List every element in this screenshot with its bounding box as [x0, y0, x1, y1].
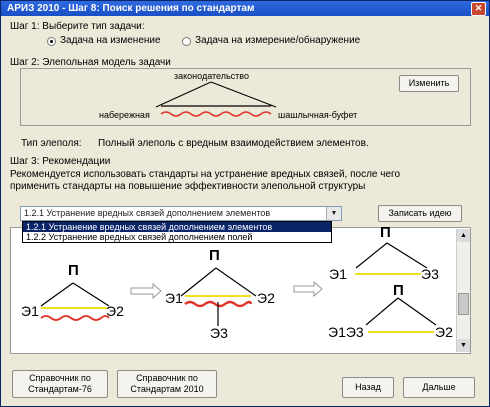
- e3-label-3: Э3: [421, 266, 439, 282]
- title-bar: [1, 1, 489, 16]
- scroll-down-icon[interactable]: ▼: [457, 339, 470, 352]
- standard-dropdown-list: [22, 221, 332, 243]
- elepole-model-panel: [20, 68, 471, 126]
- e2-label-2: Э2: [257, 290, 275, 306]
- e3-label-2: Э3: [210, 325, 228, 341]
- step3-label: Шаг 3: Рекомендации: [10, 156, 111, 167]
- reference-76-line1: Справочник по: [29, 373, 91, 383]
- top-element-label: законодательство: [174, 71, 249, 81]
- e1-label-3: Э1: [329, 266, 347, 282]
- option-change-label[interactable]: Задача на изменение: [60, 35, 161, 46]
- field-label-3: П: [380, 224, 391, 241]
- field-label-4: П: [393, 282, 404, 299]
- right-element-label: шашлычная-буфет: [278, 110, 358, 120]
- field-label-2: П: [209, 247, 220, 264]
- reference-76-line2: Стандартам-76: [28, 384, 92, 394]
- recommendation-line1: Рекомендуется использовать стандарты на устранение вредных связей, после чего: [10, 169, 401, 180]
- radio-measure-task[interactable]: [182, 37, 191, 46]
- e1e3-label-4: Э1Э3: [328, 324, 364, 340]
- next-button[interactable]: Дальше: [403, 377, 475, 398]
- record-idea-button[interactable]: Записать идею: [378, 205, 462, 222]
- e1-label-2: Э1: [165, 290, 183, 306]
- e2-label-4: Э2: [435, 324, 453, 340]
- elepole-type-value: Полный элеполь с вредным взаимодействием элементов.: [98, 138, 369, 149]
- field-label-1: П: [68, 262, 79, 279]
- standards-diagram-panel: [10, 224, 471, 354]
- step1-label: Шаг 1: Выберите тип задачи:: [10, 21, 145, 32]
- left-element-label: набережная: [99, 110, 150, 120]
- reference-2010-button[interactable]: [117, 370, 217, 398]
- e2-label-1: Э2: [106, 303, 124, 319]
- scroll-thumb[interactable]: [458, 293, 469, 315]
- window-title: АРИЗ 2010 - Шаг 8: Поиск решения по стандартам: [7, 3, 255, 14]
- radio-change-task[interactable]: [47, 37, 56, 46]
- reference-2010-line2: Стандартам 2010: [130, 384, 204, 394]
- change-button[interactable]: Изменить: [399, 75, 459, 92]
- diagram-scrollbar[interactable]: [456, 229, 470, 352]
- scroll-up-icon[interactable]: ▲: [457, 229, 470, 242]
- elepole-type-label: Тип элеполя:: [21, 138, 82, 149]
- dropdown-option[interactable]: 1.2.2 Устранение вредных связей дополнением полей: [26, 232, 253, 242]
- recommendation-line2: применить стандарты на повышение эффективности элепольной структуры: [10, 181, 366, 192]
- standard-select[interactable]: [20, 206, 342, 221]
- close-icon[interactable]: ✕: [471, 2, 486, 16]
- reference-76-button[interactable]: [12, 370, 108, 398]
- e1-label-1: Э1: [21, 303, 39, 319]
- chevron-down-icon[interactable]: ▼: [326, 207, 341, 220]
- step2-label: Шаг 2: Элепольная модель задачи: [10, 57, 171, 68]
- option-measure-label[interactable]: Задача на измерение/обнаружение: [195, 35, 361, 46]
- dropdown-option[interactable]: 1.2.1 Устранение вредных связей дополнением элементов: [23, 222, 331, 232]
- back-button[interactable]: Назад: [342, 377, 394, 398]
- standard-select-value: 1.2.1 Устранение вредных связей дополнением элементов: [24, 208, 271, 218]
- reference-2010-line1: Справочник по: [136, 373, 198, 383]
